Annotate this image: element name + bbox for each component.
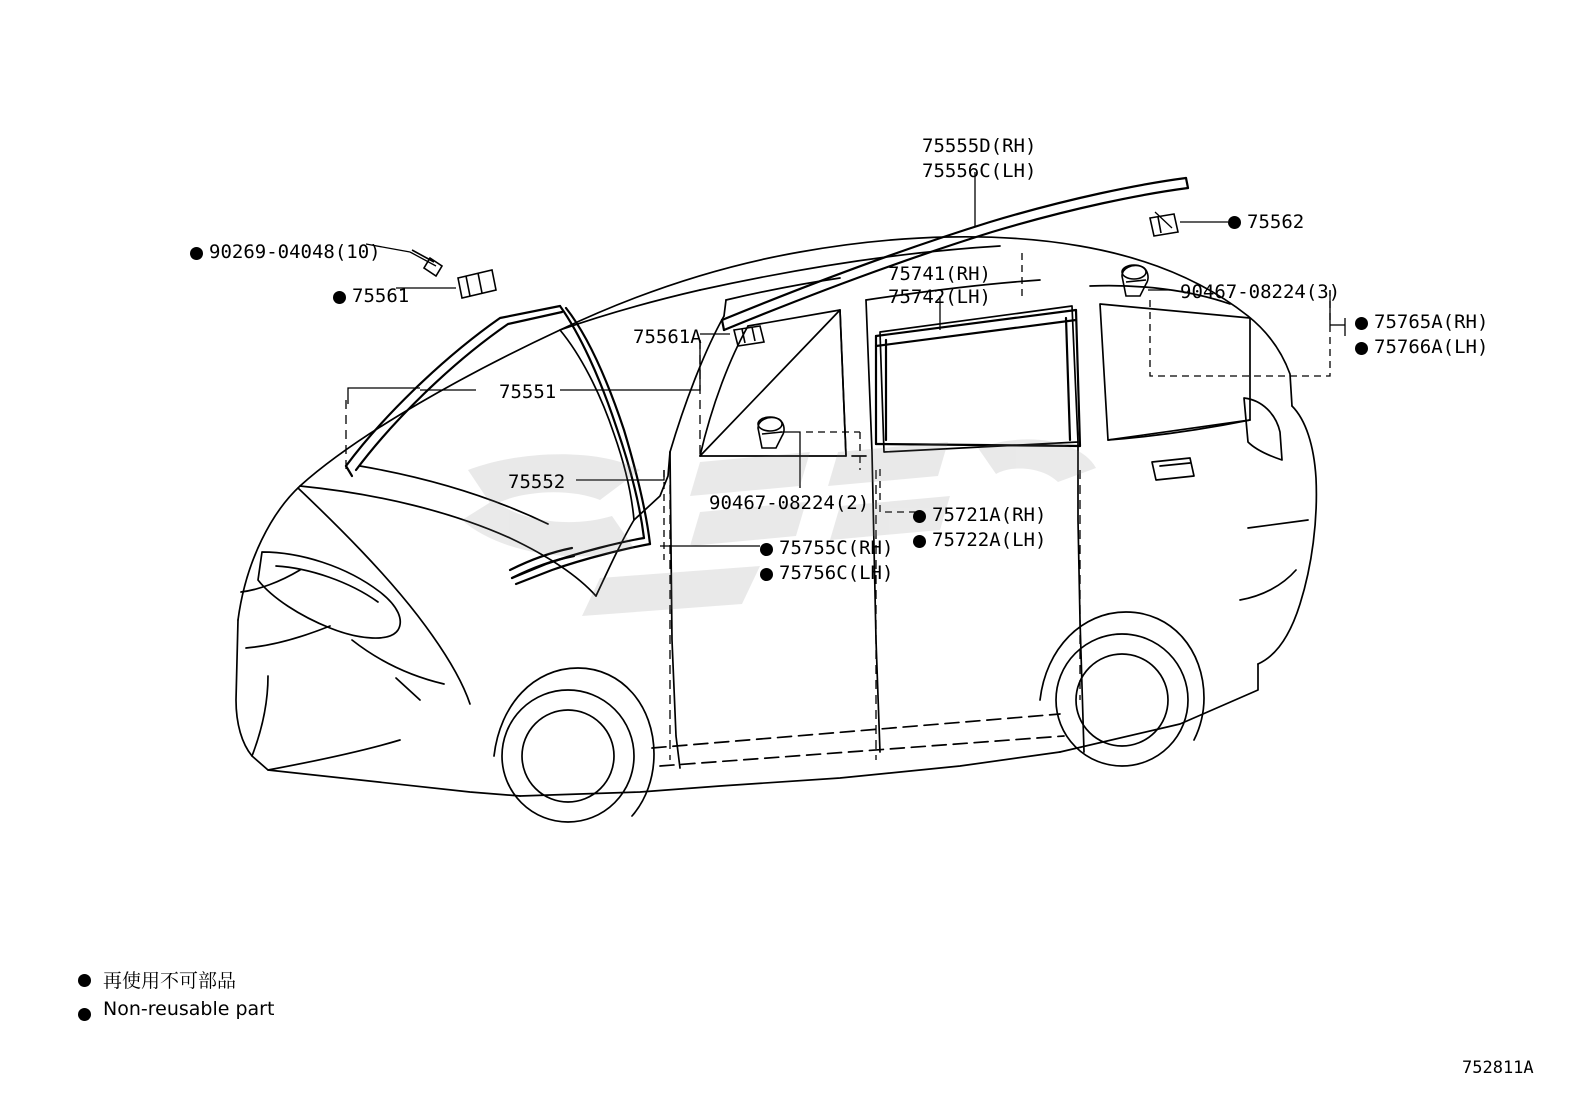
callout-75561a: 75561A — [633, 326, 702, 348]
callout-75766a: 75766A(LH) — [1374, 336, 1489, 358]
callout-75756c: 75756C(LH) — [779, 562, 894, 584]
callout-75722a: 75722A(LH) — [932, 529, 1047, 551]
callout-90269-04048: 90269-04048(10) — [209, 241, 381, 263]
legend-bullet-en — [78, 1008, 91, 1021]
callout-75555d: 75555D(RH) — [922, 135, 1037, 157]
callout-75562: 75562 — [1247, 211, 1305, 233]
bullet-75722a — [913, 535, 926, 548]
callout-75765a: 75765A(RH) — [1374, 311, 1489, 333]
callout-75552: 75552 — [508, 471, 566, 493]
bullet-75765a — [1355, 317, 1368, 330]
bullet-75721a — [913, 510, 926, 523]
callout-75556c: 75556C(LH) — [922, 160, 1037, 182]
legend-bullet-jp — [78, 974, 91, 987]
callout-90467-08224-3: 90467-08224(3) — [1180, 281, 1341, 303]
bullet-75755c — [760, 543, 773, 556]
bullet-75756c — [760, 568, 773, 581]
legend-text-en: Non-reusable part — [103, 998, 275, 1020]
bullet-75561 — [333, 291, 346, 304]
bullet-75562 — [1228, 216, 1241, 229]
bullet-90269-04048 — [190, 247, 203, 260]
callout-75742: 75742(LH) — [888, 286, 991, 308]
callout-75561: 75561 — [352, 285, 410, 307]
callout-90467-08224-2: 90467-08224(2) — [709, 492, 870, 514]
bullet-75766a — [1355, 342, 1368, 355]
figure-number: 752811A — [1462, 1058, 1534, 1078]
legend-text-jp: 再使用不可部品 — [103, 970, 237, 992]
callout-75741: 75741(RH) — [888, 263, 991, 285]
callout-75721a: 75721A(RH) — [932, 504, 1047, 526]
callout-75551: 75551 — [499, 381, 557, 403]
callout-75755c: 75755C(RH) — [779, 537, 894, 559]
